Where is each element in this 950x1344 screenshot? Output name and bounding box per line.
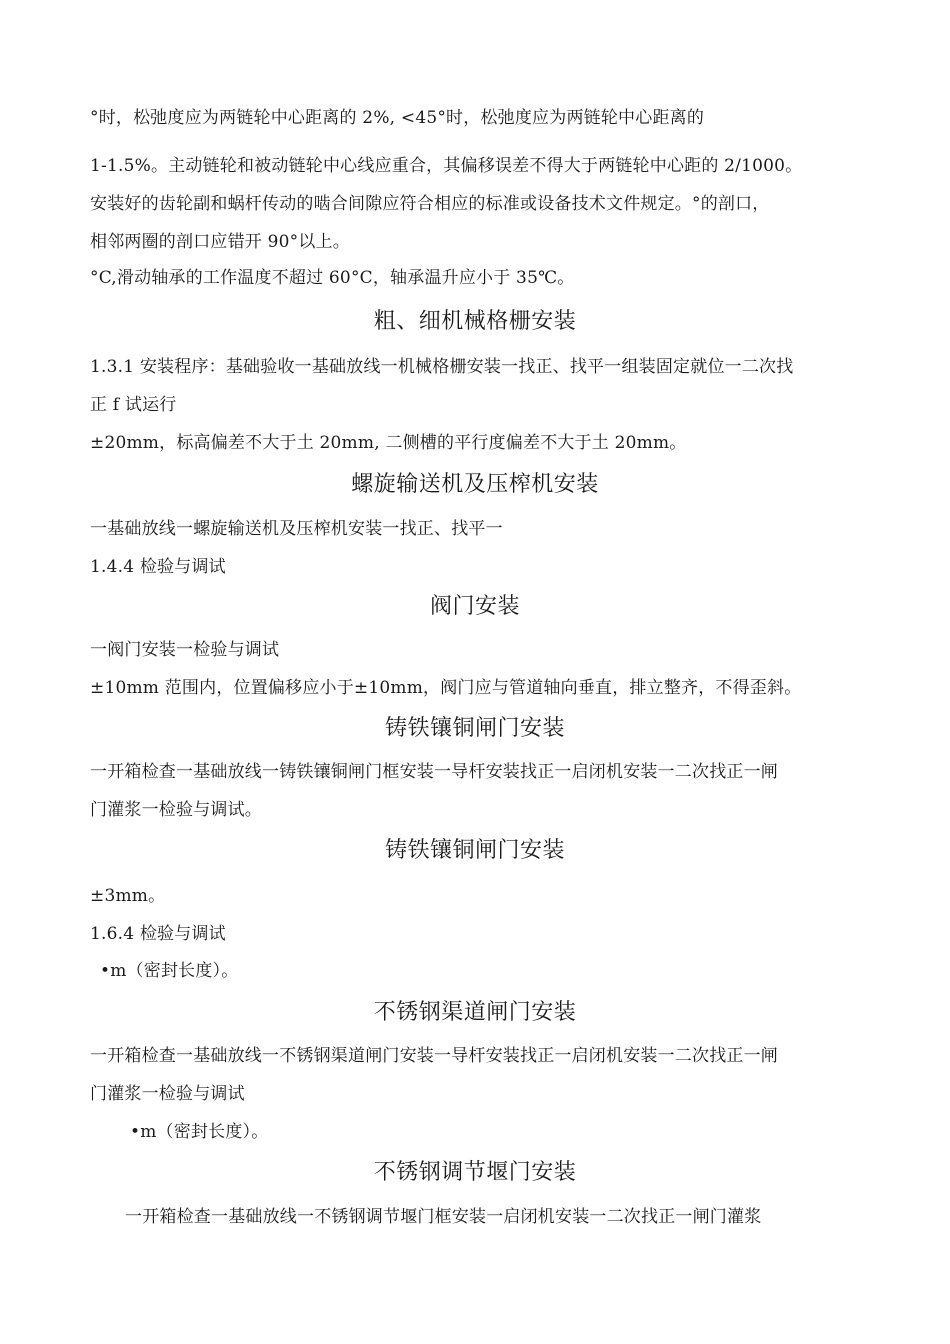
text-line-15: ±3mm。 xyxy=(90,886,166,906)
text-line-13: 一开箱检查一基础放线一铸铁镶铜闸门框安装一导杆安装找正一启闭机安装一二次找正一闸 xyxy=(90,762,778,782)
text-line-12: ±10mm 范围内，位置偏移应小于±10mm，阀门应与管道轴向垂直，排立整齐，不得歪斜。 xyxy=(90,678,802,698)
text-line-1: °时，松弛度应为两链轮中心距离的 2%, <45°时，松弛度应为两链轮中心距离的 xyxy=(90,108,705,128)
text-line-7: 正 f 试运行 xyxy=(90,395,177,415)
text-line-10: 1.4.4 检验与调试 xyxy=(90,557,226,577)
section-heading-5: 铸铁镶铜闸门安装 xyxy=(384,838,565,863)
text-line-6: 1.3.1 安装程序：基础验收一基础放线一机械格栅安装一找正、找平一组装固定就位一二次找 xyxy=(90,357,794,377)
text-line-8: ±20mm，标高偏差不大于土 20mm, 二侧槽的平行度偏差不大于土 20mm。 xyxy=(90,433,687,453)
text-line-16: 1.6.4 检验与调试 xyxy=(90,924,226,944)
text-line-21: 一开箱检查一基础放线一不锈钢调节堰门框安装一启闭机安装一二次找正一闸门灌浆 xyxy=(125,1207,762,1227)
text-line-3: 安装好的齿轮副和蜗杆传动的啮合间隙应符合相应的标准或设备技术文件规定。°的剖口， xyxy=(90,194,770,214)
section-heading-2: 螺旋输送机及压榨机安装 xyxy=(351,472,599,497)
section-heading-6: 不锈钢渠道闸门安装 xyxy=(373,1000,577,1025)
text-line-17: •m（密封长度）。 xyxy=(100,961,239,981)
text-line-4: 相邻两圈的剖口应错开 90°以上。 xyxy=(90,232,350,252)
section-heading-4: 铸铁镶铜闸门安装 xyxy=(384,716,565,741)
section-heading-1: 粗、细机械格栅安装 xyxy=(373,309,577,334)
text-line-2: 1-1.5%。主动链轮和被动链轮中心线应重合，其偏移误差不得大于两链轮中心距的 2/1000。 xyxy=(90,156,803,176)
text-line-19: 门灌浆一检验与调试 xyxy=(90,1084,245,1104)
section-heading-7: 不锈钢调节堰门安装 xyxy=(373,1160,577,1185)
text-line-14: 门灌浆一检验与调试。 xyxy=(90,800,262,820)
text-line-20: •m（密封长度）。 xyxy=(130,1122,269,1142)
text-line-18: 一开箱检查一基础放线一不锈钢渠道闸门安装一导杆安装找正一启闭机安装一二次找正一闸 xyxy=(90,1046,778,1066)
text-line-9: 一基础放线一螺旋输送机及压榨机安装一找正、找平一 xyxy=(90,519,503,539)
text-line-11: 一阀门安装一检验与调试 xyxy=(90,640,280,660)
section-heading-3: 阀门安装 xyxy=(429,594,520,619)
text-line-5: °C,滑动轴承的工作温度不超过 60°C，轴承温升应小于 35℃。 xyxy=(90,268,575,288)
